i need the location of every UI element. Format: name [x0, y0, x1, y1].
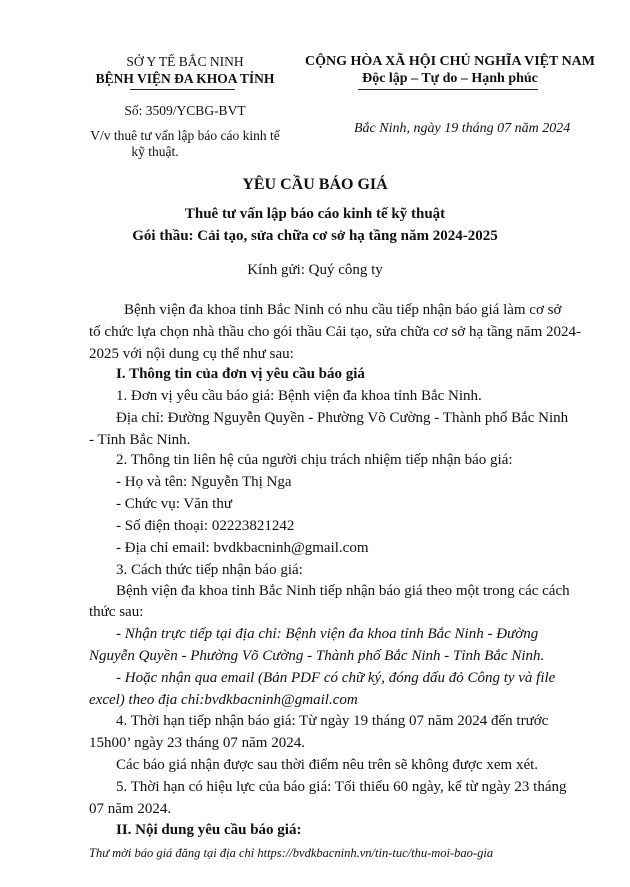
motto-underline [358, 89, 538, 90]
subject-line-2: kỹ thuật. [131, 144, 179, 159]
body-line: Nguyễn Quyền - Phường Võ Cường - Thành phố Bắc Ninh - Tỉnh Bắc Ninh. [89, 648, 545, 664]
body-line: Địa chỉ: Đường Nguyễn Quyền - Phường Võ Cường - Thành phố Bắc Ninh [116, 410, 569, 426]
document-date: Bắc Ninh, ngày 19 tháng 07 năm 2024 [354, 121, 571, 136]
document-subtitle-1: Thuê tư vấn lập báo cáo kinh tế kỹ thuật [184, 206, 446, 222]
body-line: - Hoặc nhận qua email (Bản PDF có chữ ký, đóng dấu đỏ Công ty và file [116, 670, 556, 686]
document-subtitle-2: Gói thầu: Cải tạo, sửa chữa cơ sở hạ tầng năm 2024-2025 [132, 228, 498, 244]
body-line: - Tỉnh Bắc Ninh. [89, 432, 191, 448]
hospital-underline [130, 89, 235, 90]
body-line: Các báo giá nhận được sau thời điểm nêu trên sẽ không được xem xét. [116, 757, 539, 773]
body-line: Bệnh viện đa khoa tỉnh Bắc Ninh có nhu cầu tiếp nhận báo giá làm cơ sở [124, 302, 562, 318]
nation-title: CỘNG HÒA XÃ HỘI CHỦ NGHĨA VIỆT NAM [304, 54, 595, 69]
body-line: 15h00’ ngày 23 tháng 07 năm 2024. [89, 735, 305, 751]
body-line: 1. Đơn vị yêu cầu báo giá: Bệnh viện đa khoa tỉnh Bắc Ninh. [116, 388, 482, 404]
body-line: - Họ và tên: Nguyễn Thị Nga [116, 474, 292, 490]
hospital-name: BỆNH VIỆN ĐA KHOA TỈNH [95, 71, 275, 86]
body-line: Bệnh viện đa khoa tỉnh Bắc Ninh tiếp nhận báo giá theo một trong các cách [116, 583, 570, 599]
body-line: 2025 với nội dung cụ thể như sau: [89, 346, 294, 362]
body-line: tổ chức lựa chọn nhà thầu cho gói thầu Cải tạo, sửa chữa cơ sở hạ tầng năm 2024- [89, 324, 581, 340]
body-line: - Chức vụ: Văn thư [116, 496, 232, 512]
body-line: thức sau: [89, 604, 144, 620]
section-heading-1: I. Thông tin của đơn vị yêu cầu báo giá [116, 366, 365, 382]
document-title: YÊU CẦU BÁO GIÁ [242, 176, 388, 193]
document-number: Số: 3509/YCBG-BVT [124, 103, 246, 118]
body-line: - Địa chỉ email: bvdkbacninh@gmail.com [116, 540, 369, 556]
body-line: 4. Thời hạn tiếp nhận báo giá: Từ ngày 19 tháng 07 năm 2024 đến trước [116, 713, 549, 729]
agency-name: SỞ Y TẾ BẮC NINH [126, 54, 244, 69]
body-line: - Số điện thoại: 02223821242 [116, 518, 295, 534]
national-motto: Độc lập – Tự do – Hạnh phúc [362, 71, 538, 86]
body-line: 3. Cách thức tiếp nhận báo giá: [116, 562, 303, 578]
subject-line-1: V/v thuê tư vấn lập báo cáo kinh tế [90, 128, 280, 143]
body-line: 2. Thông tin liên hệ của người chịu trách nhiệm tiếp nhận báo giá: [116, 452, 513, 468]
greeting: Kính gửi: Quý công ty [247, 262, 383, 278]
footer-note: Thư mời báo giá đăng tại địa chỉ https://bvdkbacninh.vn/tin-tuc/thu-moi-bao-gia [89, 846, 494, 860]
body-line: excel) theo địa chỉ:bvdkbacninh@gmail.com [89, 692, 358, 708]
body-line: 5. Thời hạn có hiệu lực của báo giá: Tối thiểu 60 ngày, kể từ ngày 23 tháng [116, 779, 567, 795]
body-line: 07 năm 2024. [89, 801, 172, 817]
body-line: - Nhận trực tiếp tại địa chỉ: Bệnh viện đa khoa tỉnh Bắc Ninh - Đường [116, 626, 539, 642]
section-heading-2: II. Nội dung yêu cầu báo giá: [116, 822, 302, 838]
